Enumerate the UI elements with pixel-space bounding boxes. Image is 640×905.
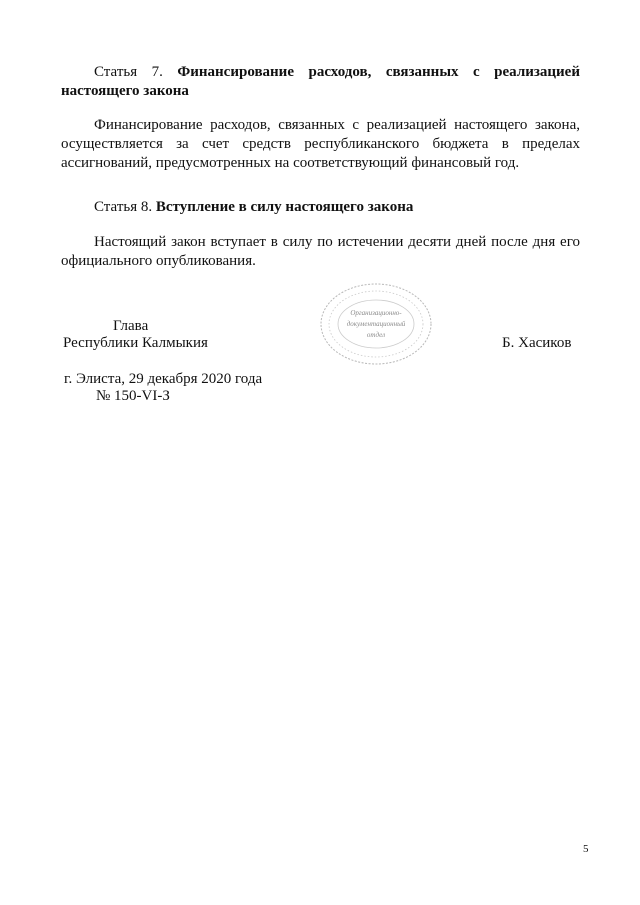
article-7-label: Статья 7.	[94, 64, 163, 80]
law-number: № 150-VI-З	[96, 388, 170, 404]
seal-line-1: Организационно-	[350, 309, 402, 317]
signatory-name: Б. Хасиков	[502, 335, 572, 351]
official-seal-stamp	[318, 281, 434, 367]
article-7-body: Финансирование расходов, связанных с реализацией настоящего закона, осуществляется за счет средств республиканского бюджета в пределах ассигнований, предусмотренных на соответствующий финансовый год.	[61, 117, 580, 171]
article-8-title: Вступление в силу настоящего закона	[155, 199, 414, 215]
article-7-heading	[61, 63, 580, 101]
signatory-title: Глава	[113, 318, 149, 334]
article-7-title: Финансирование расходов, связанных с реализацией настоящего закона	[61, 64, 580, 99]
article-8-label: Статья 8.	[94, 199, 153, 215]
article-8-body: Настоящий закон вступает в силу по истечении десяти дней после дня его официального опубликования.	[61, 234, 580, 269]
signing-place-date: г. Элиста, 29 декабря 2020 года	[64, 371, 263, 387]
article-8-heading	[61, 198, 580, 217]
seal-line-2: документационный	[346, 320, 406, 328]
page-number: 5	[583, 843, 589, 855]
signatory-organization: Республики Калмыкия	[63, 335, 208, 351]
seal-line-3: отдел	[366, 331, 386, 339]
